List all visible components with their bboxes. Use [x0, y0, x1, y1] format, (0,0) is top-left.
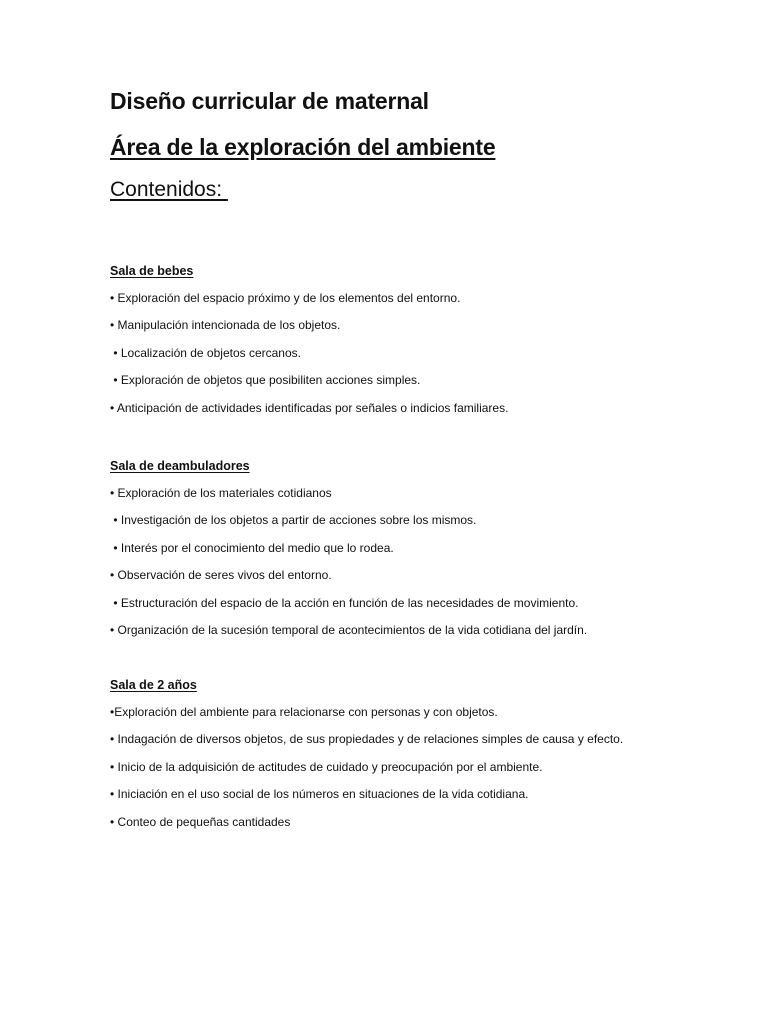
contents-heading: Contenidos:: [110, 178, 228, 201]
list-item: • Manipulación intencionada de los objetos.: [110, 318, 341, 333]
section-sala-de-deambuladores: [110, 458, 658, 649]
list-item: • Exploración del espacio próximo y de los elementos del entorno.: [110, 291, 461, 305]
list-item: • Iniciación en el uso social de los números en situaciones de la vida cotidiana.: [110, 787, 529, 802]
list-item: • Estructuración del espacio de la acción en función de las necesidades de movimiento.: [110, 595, 579, 610]
section-sala-de-bebes: [110, 263, 658, 427]
content-list: [110, 485, 658, 638]
list-item: • Indagación de diversos objetos, de sus propiedades y de relaciones simples de causa y efecto.: [110, 732, 624, 747]
list-item: • Localización de objetos cercanos.: [110, 345, 301, 360]
list-item: • Organización de la sucesión temporal de acontecimientos de la vida cotidiana del jardín.: [110, 622, 588, 637]
content-list: [110, 290, 658, 416]
section-title: Sala de deambuladores: [110, 459, 250, 473]
list-item: • Inicio de la adquisición de actitudes de cuidado y preocupación por el ambiente.: [110, 759, 543, 774]
list-item: •Exploración del ambiente para relacionarse con personas y con objetos.: [110, 705, 498, 719]
document-subtitle: Área de la exploración del ambiente: [110, 134, 496, 160]
list-item: • Observación de seres vivos del entorno.: [110, 568, 332, 583]
section-sala-de-2-anos: [110, 677, 658, 841]
list-item: • Investigación de los objetos a partir de acciones sobre los mismos.: [110, 513, 477, 528]
section-title: Sala de bebes: [110, 264, 194, 278]
document-title: Diseño curricular de maternal: [110, 88, 429, 114]
document-page: [110, 0, 658, 1024]
section-title: Sala de 2 años: [110, 678, 197, 692]
content-list: [110, 704, 658, 830]
list-item: • Exploración de objetos que posibiliten acciones simples.: [110, 373, 421, 388]
list-item: • Anticipación de actividades identificadas por señales o indicios familiares.: [110, 400, 509, 415]
list-item: • Exploración de los materiales cotidianos: [110, 486, 332, 500]
list-item: • Conteo de pequeñas cantidades: [110, 814, 291, 829]
list-item: • Interés por el conocimiento del medio que lo rodea.: [110, 540, 394, 555]
